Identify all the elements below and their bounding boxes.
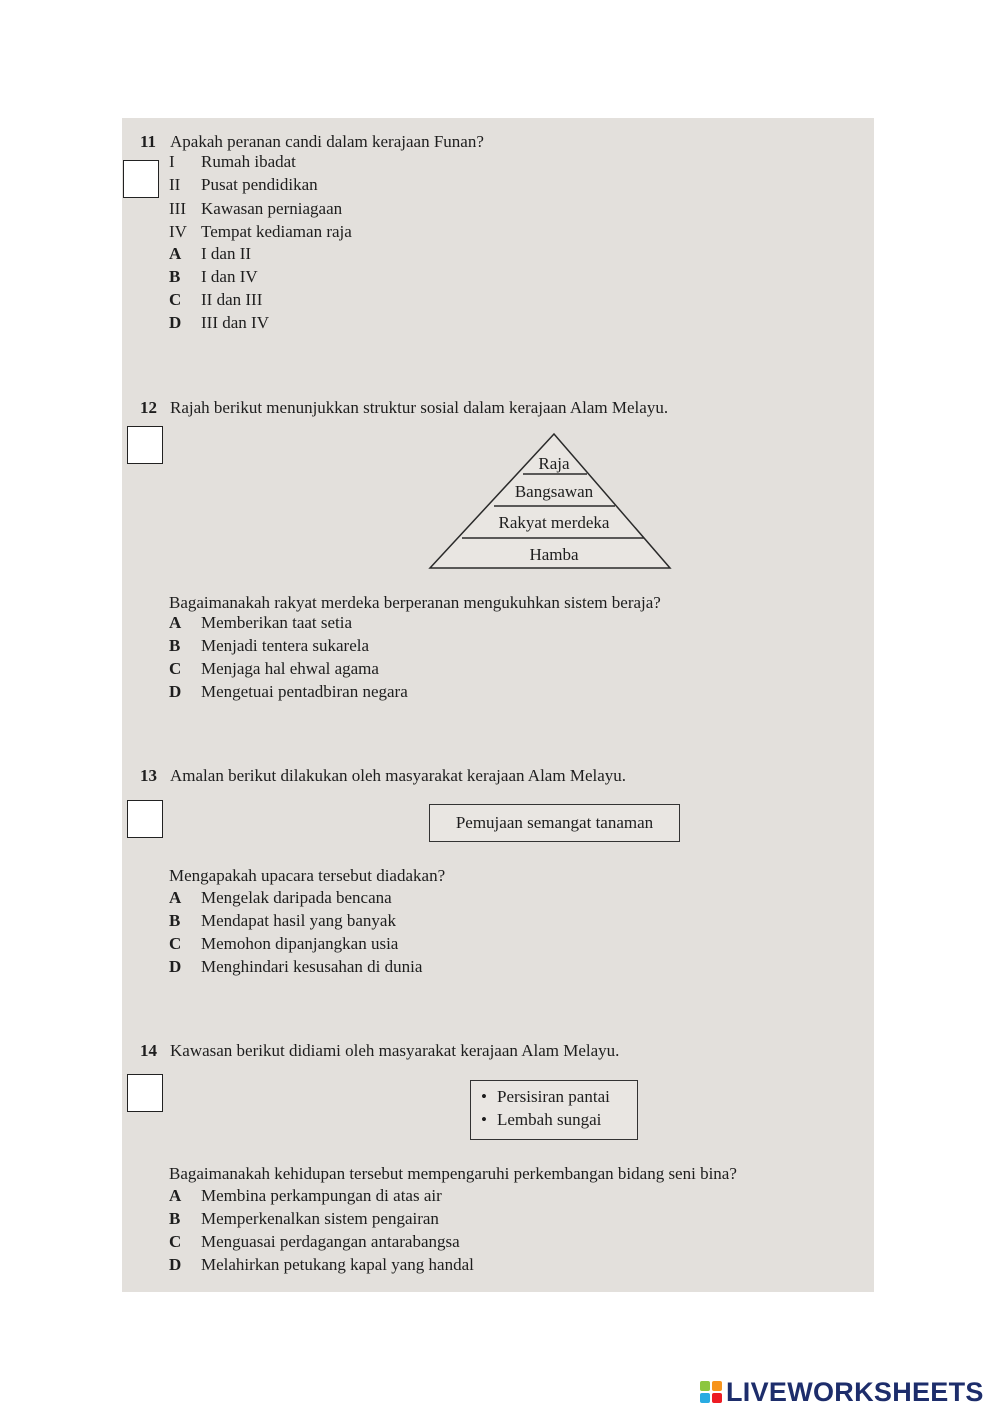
question-prompt: Bagaimanakah kehidupan tersebut mempengaruhi perkembangan bidang seni bina? bbox=[169, 1164, 737, 1183]
logo-squares-icon bbox=[700, 1381, 722, 1403]
practice-text: Pemujaan semangat tanaman bbox=[455, 813, 654, 832]
logo-text: LIVEWORKSHEETS bbox=[726, 1376, 984, 1407]
question-text: Amalan berikut dilakukan oleh masyarakat kerajaan Alam Melayu. bbox=[170, 766, 627, 785]
question-14 bbox=[140, 1039, 619, 1062]
option-D: D Menghindari kesusahan di dunia bbox=[169, 957, 423, 976]
answer-box-11[interactable] bbox=[123, 160, 159, 198]
question-12 bbox=[140, 396, 668, 419]
pyramid-level-bangsawan: Bangsawan bbox=[514, 482, 594, 501]
option-B: B Menjadi tentera sukarela bbox=[169, 636, 370, 655]
statement-I: I Rumah ibadat bbox=[169, 152, 296, 171]
option-A: A Membina perkampungan di atas air bbox=[169, 1186, 442, 1205]
option-B: B Memperkenalkan sistem pengairan bbox=[169, 1209, 439, 1228]
option-D: D Melahirkan petukang kapal yang handal bbox=[169, 1255, 474, 1274]
question-13 bbox=[140, 764, 626, 787]
question-11 bbox=[140, 130, 484, 153]
option-C: C Menjaga hal ehwal agama bbox=[169, 659, 379, 678]
answer-box-12[interactable] bbox=[127, 426, 163, 464]
pyramid-level-rakyat-merdeka: Rakyat merdeka bbox=[498, 513, 610, 532]
option-D: D Mengetuai pentadbiran negara bbox=[169, 682, 408, 701]
liveworksheets-logo bbox=[700, 1377, 984, 1407]
pyramid-level-hamba: Hamba bbox=[529, 545, 579, 564]
option-A: A Memberikan taat setia bbox=[169, 613, 353, 632]
practice-box bbox=[429, 804, 680, 842]
question-number: 14 bbox=[140, 1041, 157, 1060]
option-C: C Menguasai perdagangan antarabangsa bbox=[169, 1232, 460, 1251]
question-number: 11 bbox=[140, 132, 157, 151]
option-C: C II dan III bbox=[169, 290, 263, 309]
option-B: B I dan IV bbox=[169, 267, 258, 286]
question-number: 13 bbox=[140, 766, 157, 785]
pyramid-level-raja: Raja bbox=[538, 454, 570, 473]
option-D: D III dan IV bbox=[169, 313, 269, 332]
area-item: • Persisiran pantai bbox=[481, 1087, 610, 1106]
social-pyramid bbox=[426, 430, 672, 572]
question-text: Kawasan berikut didiami oleh masyarakat kerajaan Alam Melayu. bbox=[170, 1041, 620, 1060]
answer-box-13[interactable] bbox=[127, 800, 163, 838]
question-text: Rajah berikut menunjukkan struktur sosial dalam kerajaan Alam Melayu. bbox=[170, 398, 669, 417]
statement-IV: IV Tempat kediaman raja bbox=[169, 222, 352, 241]
option-C: C Memohon dipanjangkan usia bbox=[169, 934, 399, 953]
question-prompt: Bagaimanakah rakyat merdeka berperanan mengukuhkan sistem beraja? bbox=[169, 593, 661, 612]
question-prompt: Mengapakah upacara tersebut diadakan? bbox=[169, 866, 446, 885]
statement-III: III Kawasan perniagaan bbox=[169, 199, 343, 218]
option-A: A I dan II bbox=[169, 244, 252, 263]
option-B: B Mendapat hasil yang banyak bbox=[169, 911, 396, 930]
answer-box-14[interactable] bbox=[127, 1074, 163, 1112]
area-box bbox=[470, 1080, 638, 1140]
statement-II: II Pusat pendidikan bbox=[169, 175, 318, 194]
question-text: Apakah peranan candi dalam kerajaan Funan? bbox=[170, 132, 484, 151]
area-item: • Lembah sungai bbox=[481, 1110, 602, 1129]
option-A: A Mengelak daripada bencana bbox=[169, 888, 392, 907]
question-number: 12 bbox=[140, 398, 157, 417]
